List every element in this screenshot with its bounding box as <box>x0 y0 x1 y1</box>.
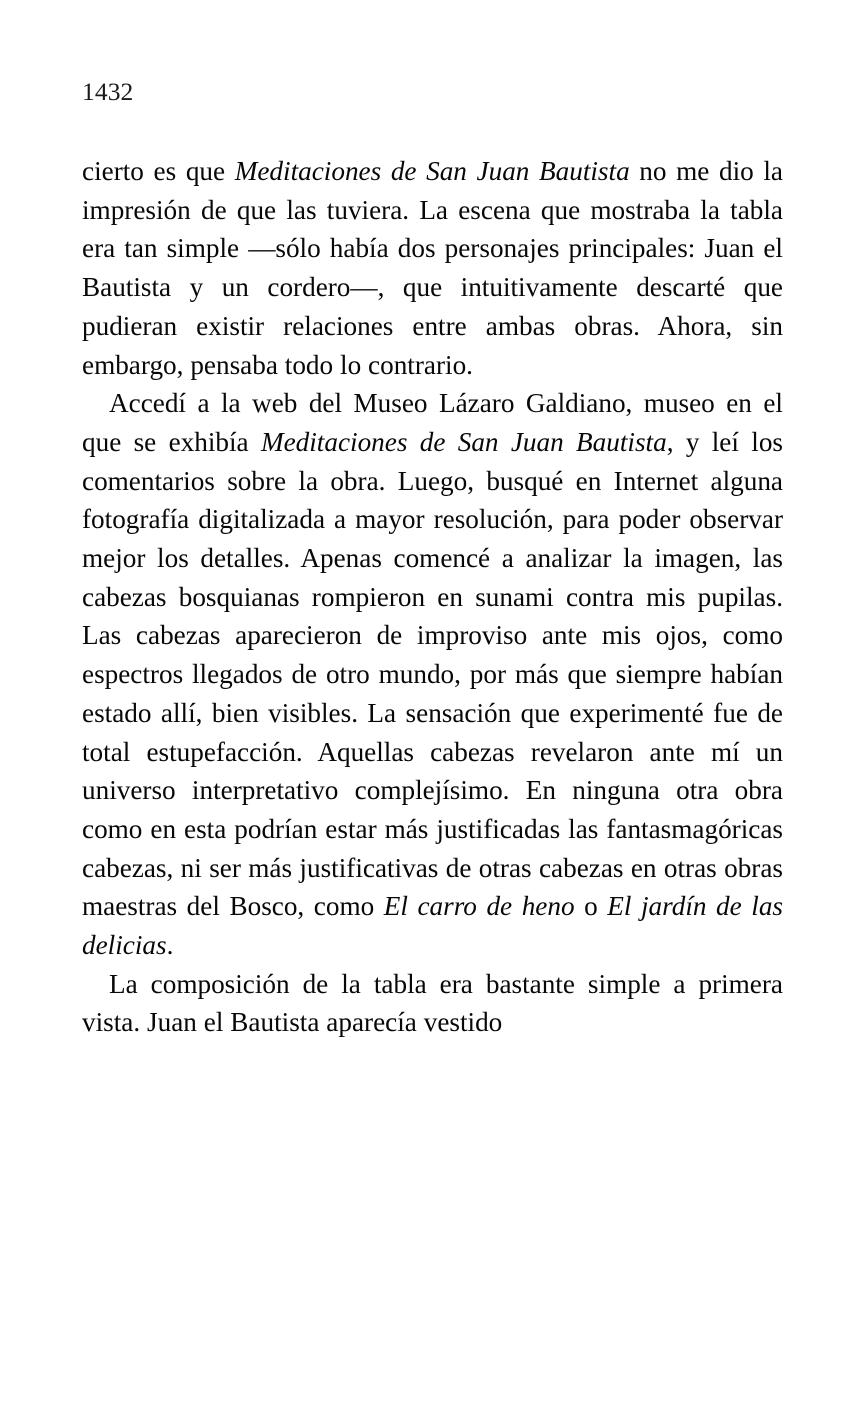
italic-title: El carro de heno <box>383 891 575 922</box>
text-run: . <box>166 930 174 961</box>
paragraph-para-2 <box>82 384 783 965</box>
text-run: o <box>574 891 608 922</box>
body-text-block <box>82 152 783 1042</box>
text-run: no me dio la impresión de que las tuviera. La escena que mostraba la tabla era tan simple —sólo había dos personajes principales: Juan el Bautista y un cordero—, que intuitivamente descarté que pudieran existir relaciones entre ambas obras. Ahora, sin embargo, pensaba todo lo contrario. <box>82 156 783 380</box>
page-number: 1432 <box>82 77 134 106</box>
paragraph-para-3 <box>82 965 783 1042</box>
italic-title: Meditaciones de San Juan Bautista <box>260 426 667 457</box>
paragraph-para-1 <box>82 152 783 384</box>
italic-title: El jardín de las delicias <box>82 891 783 961</box>
italic-title: Meditaciones de San Juan Bautista <box>234 156 630 186</box>
text-run: Accedí a la web del Museo Lázaro Galdiano, museo en el que se exhibía <box>82 388 783 457</box>
text-run: La composición de la tabla era bastante simple a primera vista. Juan el Bautista aparecía vestido <box>82 968 783 1038</box>
text-run: cierto es que <box>82 156 235 186</box>
text-run: , y leí los comentarios sobre la obra. Luego, busqué en Internet alguna fotografía digitalizada a mayor resolución, para poder observar mejor los detalles. Apenas comencé a analizar la imagen, las cabezas bosquianas rompieron en sunami contra mis pupilas. Las cabezas aparecieron de improviso ante mis ojos, como espectros llegados de otro mundo, por más que siempre habían estado allí, bien visibles. La sensación que experimenté fue de total estupefacción. Aquellas cabezas revelaron ante mí un universo interpretativo complejísimo. En ninguna otra obra como en esta podrían estar más justificadas las fantasmagóricas cabezas, ni ser más justificativas de otras cabezas en otras obras maestras del Bosco, como <box>82 426 783 922</box>
